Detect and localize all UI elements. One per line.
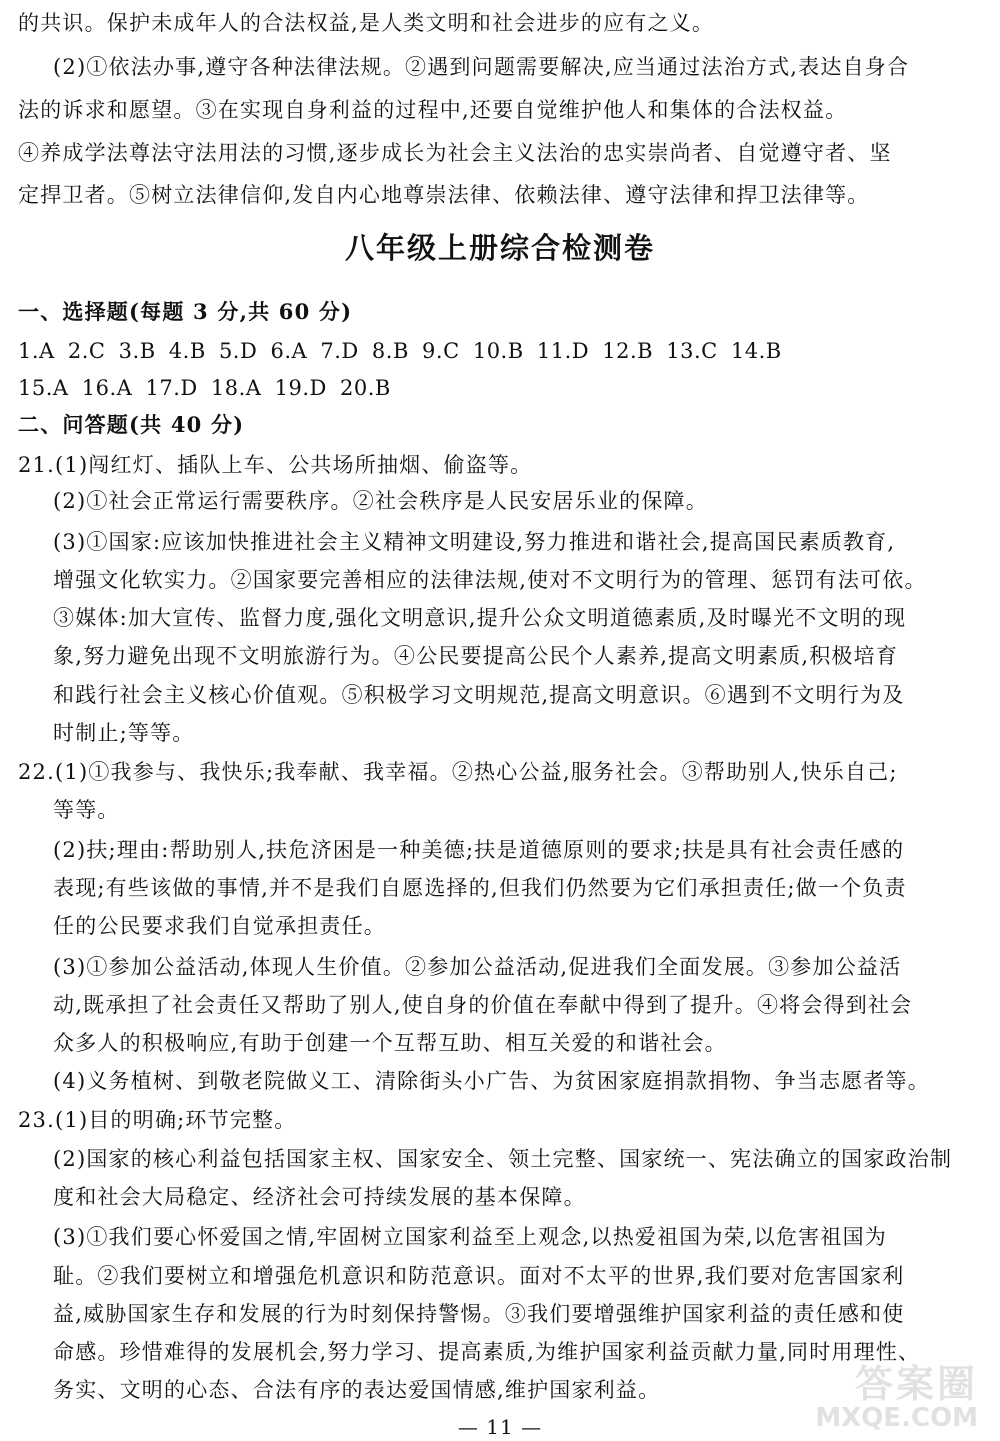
q23-line-5: 耻。②我们要树立和增强危机意识和防范意识。面对不太平的世界,我们要对危害国家利 <box>53 1264 905 1288</box>
q23-line-7: 命感。珍惜难得的发展机会,努力学习、提高素质,为维护国家利益贡献力量,同时用理性、 <box>53 1340 921 1364</box>
q23-line-6: 益,威胁国家生存和发展的行为时刻保持警惕。③我们要增强维护国家利益的责任感和使 <box>53 1302 905 1326</box>
watermark-logo <box>815 1353 982 1433</box>
q23-line-4: (3)①我们要心怀爱国之情,牢固树立国家利益至上观念,以热爱祖国为荣,以危害祖国为 <box>53 1225 887 1249</box>
watermark-domain: MXQE.COM <box>815 1403 978 1433</box>
previous-section-line-2: (2)①依法办事,遵守各种法律法规。②遇到问题需要解决,应当通过法治方式,表达自身合 <box>53 55 910 79</box>
choice-answers-line-1: 1.A 2.C 3.B 4.B 5.D 6.A 7.D 8.B 9.C 10.B 11.D 12.B 13.C 14.B <box>18 339 782 363</box>
q22-line-2: 等等。 <box>53 798 120 822</box>
q21-line-8: 时制止;等等。 <box>53 721 195 745</box>
q23-line-2: (2)国家的核心利益包括国家主权、国家安全、领土完整、国家统一、宪法确立的国家政治制 <box>53 1147 953 1171</box>
q22-line-8: 众多人的积极响应,有助于创建一个互帮互助、相互关爱的和谐社会。 <box>53 1031 727 1055</box>
q22-line-9: (4)义务植树、到敬老院做义工、清除街头小广告、为贫困家庭捐款捐物、争当志愿者等。 <box>53 1069 930 1093</box>
q23-line-8: 务实、文明的心态、合法有序的表达爱国情感,维护国家利益。 <box>53 1378 661 1402</box>
q21-line-7: 和践行社会主义核心价值观。⑤积极学习文明规范,提高文明意识。⑥遇到不文明行为及 <box>53 683 905 707</box>
exam-title: 八年级上册综合检测卷 <box>344 231 655 265</box>
q22-line-5: 任的公民要求我们自觉承担责任。 <box>53 914 386 938</box>
q22-line-3: (2)扶;理由:帮助别人,扶危济困是一种美德;扶是道德原则的要求;扶是具有社会责任感的 <box>53 838 905 862</box>
page-number: — 11 — <box>457 1415 543 1439</box>
q23-line-1: 23.(1)目的明确;环节完整。 <box>18 1108 297 1132</box>
section-heading-qa: 二、问答题(共 40 分) <box>18 412 245 437</box>
choice-answers-line-2: 15.A 16.A 17.D 18.A 19.D 20.B <box>18 376 391 400</box>
previous-section-line-5: 定捍卫者。⑤树立法律信仰,发自内心地尊崇法律、依赖法律、遵守法律和捍卫法律等。 <box>18 183 870 207</box>
q22-line-6: (3)①参加公益活动,体现人生价值。②参加公益活动,促进我们全面发展。③参加公益活 <box>53 955 902 979</box>
section-heading-choice: 一、选择题(每题 3 分,共 60 分) <box>18 299 353 324</box>
q21-line-4: 增强文化软实力。②国家要完善相应的法律法规,使对不文明行为的管理、惩罚有法可依。 <box>53 568 927 592</box>
q21-line-3: (3)①国家:应该加快推进社会主义精神文明建设,努力推进和谐社会,提高国民素质教育, <box>53 530 896 554</box>
q22-line-4: 表现;有些该做的事情,并不是我们自愿选择的,但我们仍然要为它们承担责任;做一个负责 <box>53 876 907 900</box>
q22-line-7: 动,既承担了社会责任又帮助了别人,使自身的价值在奉献中得到了提升。④将会得到社会 <box>53 993 913 1017</box>
q21-line-5: ③媒体:加大宣传、监督力度,强化文明意识,提升公众文明道德素质,及时曝光不文明的现 <box>53 606 907 630</box>
q22-line-1: 22.(1)①我参与、我快乐;我奉献、我幸福。②热心公益,服务社会。③帮助别人,快乐自己; <box>18 760 898 784</box>
q23-line-3: 度和社会大局稳定、经济社会可持续发展的基本保障。 <box>53 1185 586 1209</box>
q21-line-6: 象,努力避免出现不文明旅游行为。④公民要提高公民个人素养,提高文明素质,积极培育 <box>53 644 899 668</box>
previous-section-line-1: 的共识。保护未成年人的合法权益,是人类文明和社会进步的应有之义。 <box>18 11 715 35</box>
q21-line-2: (2)①社会正常运行需要秩序。②社会秩序是人民安居乐业的保障。 <box>53 489 708 513</box>
q21-line-1: 21.(1)闯红灯、插队上车、公共场所抽烟、偷盗等。 <box>18 453 533 477</box>
watermark-text: 答案圈 <box>854 1361 978 1406</box>
previous-section-line-3: 法的诉求和愿望。③在实现自身利益的过程中,还要自觉维护他人和集体的合法权益。 <box>18 98 848 122</box>
previous-section-line-4: ④养成学法尊法守法用法的习惯,逐步成长为社会主义法治的忠实崇尚者、自觉遵守者、坚 <box>18 141 892 165</box>
